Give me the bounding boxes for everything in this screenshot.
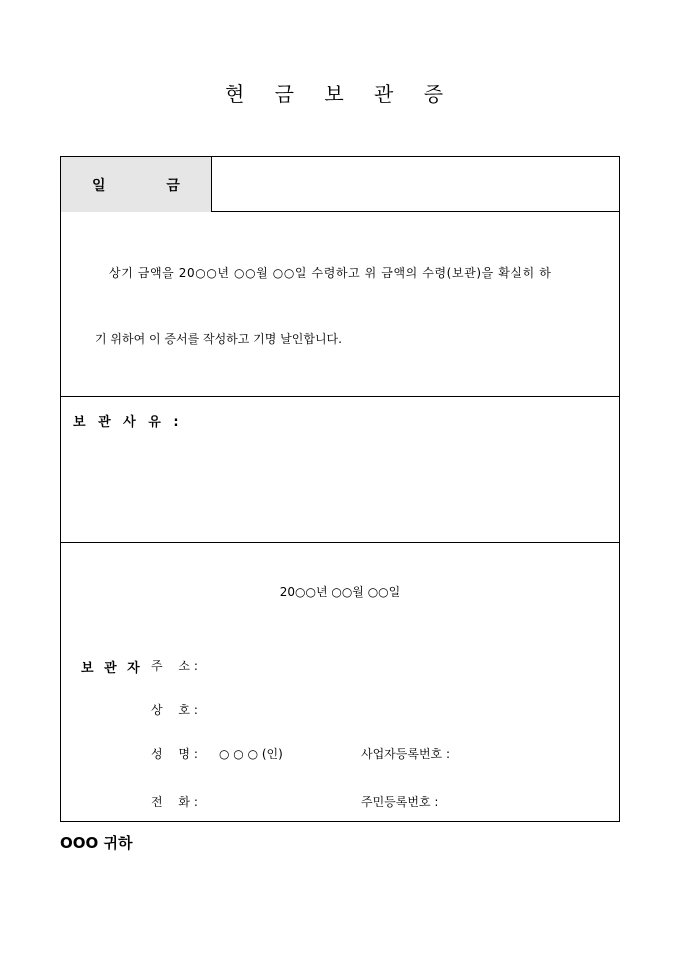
addressee: OOO 귀하 <box>60 834 133 852</box>
trade-name-label: 상 호 : <box>151 703 198 717</box>
cash-custody-form <box>60 156 620 822</box>
statement-line-1: 상기 금액을 20○○년 ○○월 ○○일 수령하고 위 금액의 수령(보관)을 확실히 하 <box>109 266 552 280</box>
name-label: 성 명 : <box>151 747 198 761</box>
address-label: 주 소 : <box>151 659 198 673</box>
custodian-label: 보 관 자 <box>81 661 143 676</box>
reason-section <box>61 397 619 543</box>
statement-section <box>61 212 619 397</box>
business-number-label: 사업자등록번호 : <box>361 747 451 761</box>
issue-date: 20○○년 ○○월 ○○일 <box>279 585 401 599</box>
name-value: ○ ○ ○ (인) <box>219 747 283 761</box>
custodian-section <box>61 543 619 821</box>
amount-row <box>61 157 619 212</box>
amount-label: 일 금 <box>61 157 212 212</box>
amount-value-field[interactable] <box>213 157 618 212</box>
document-title: 현 금 보 관 증 <box>224 82 456 106</box>
reason-label: 보 관 사 유 : <box>73 415 183 430</box>
statement-line-2: 기 위하여 이 증서를 작성하고 기명 날인합니다. <box>95 332 342 346</box>
phone-label: 전 화 : <box>151 795 198 809</box>
resident-number-label: 주민등록번호 : <box>361 795 439 809</box>
